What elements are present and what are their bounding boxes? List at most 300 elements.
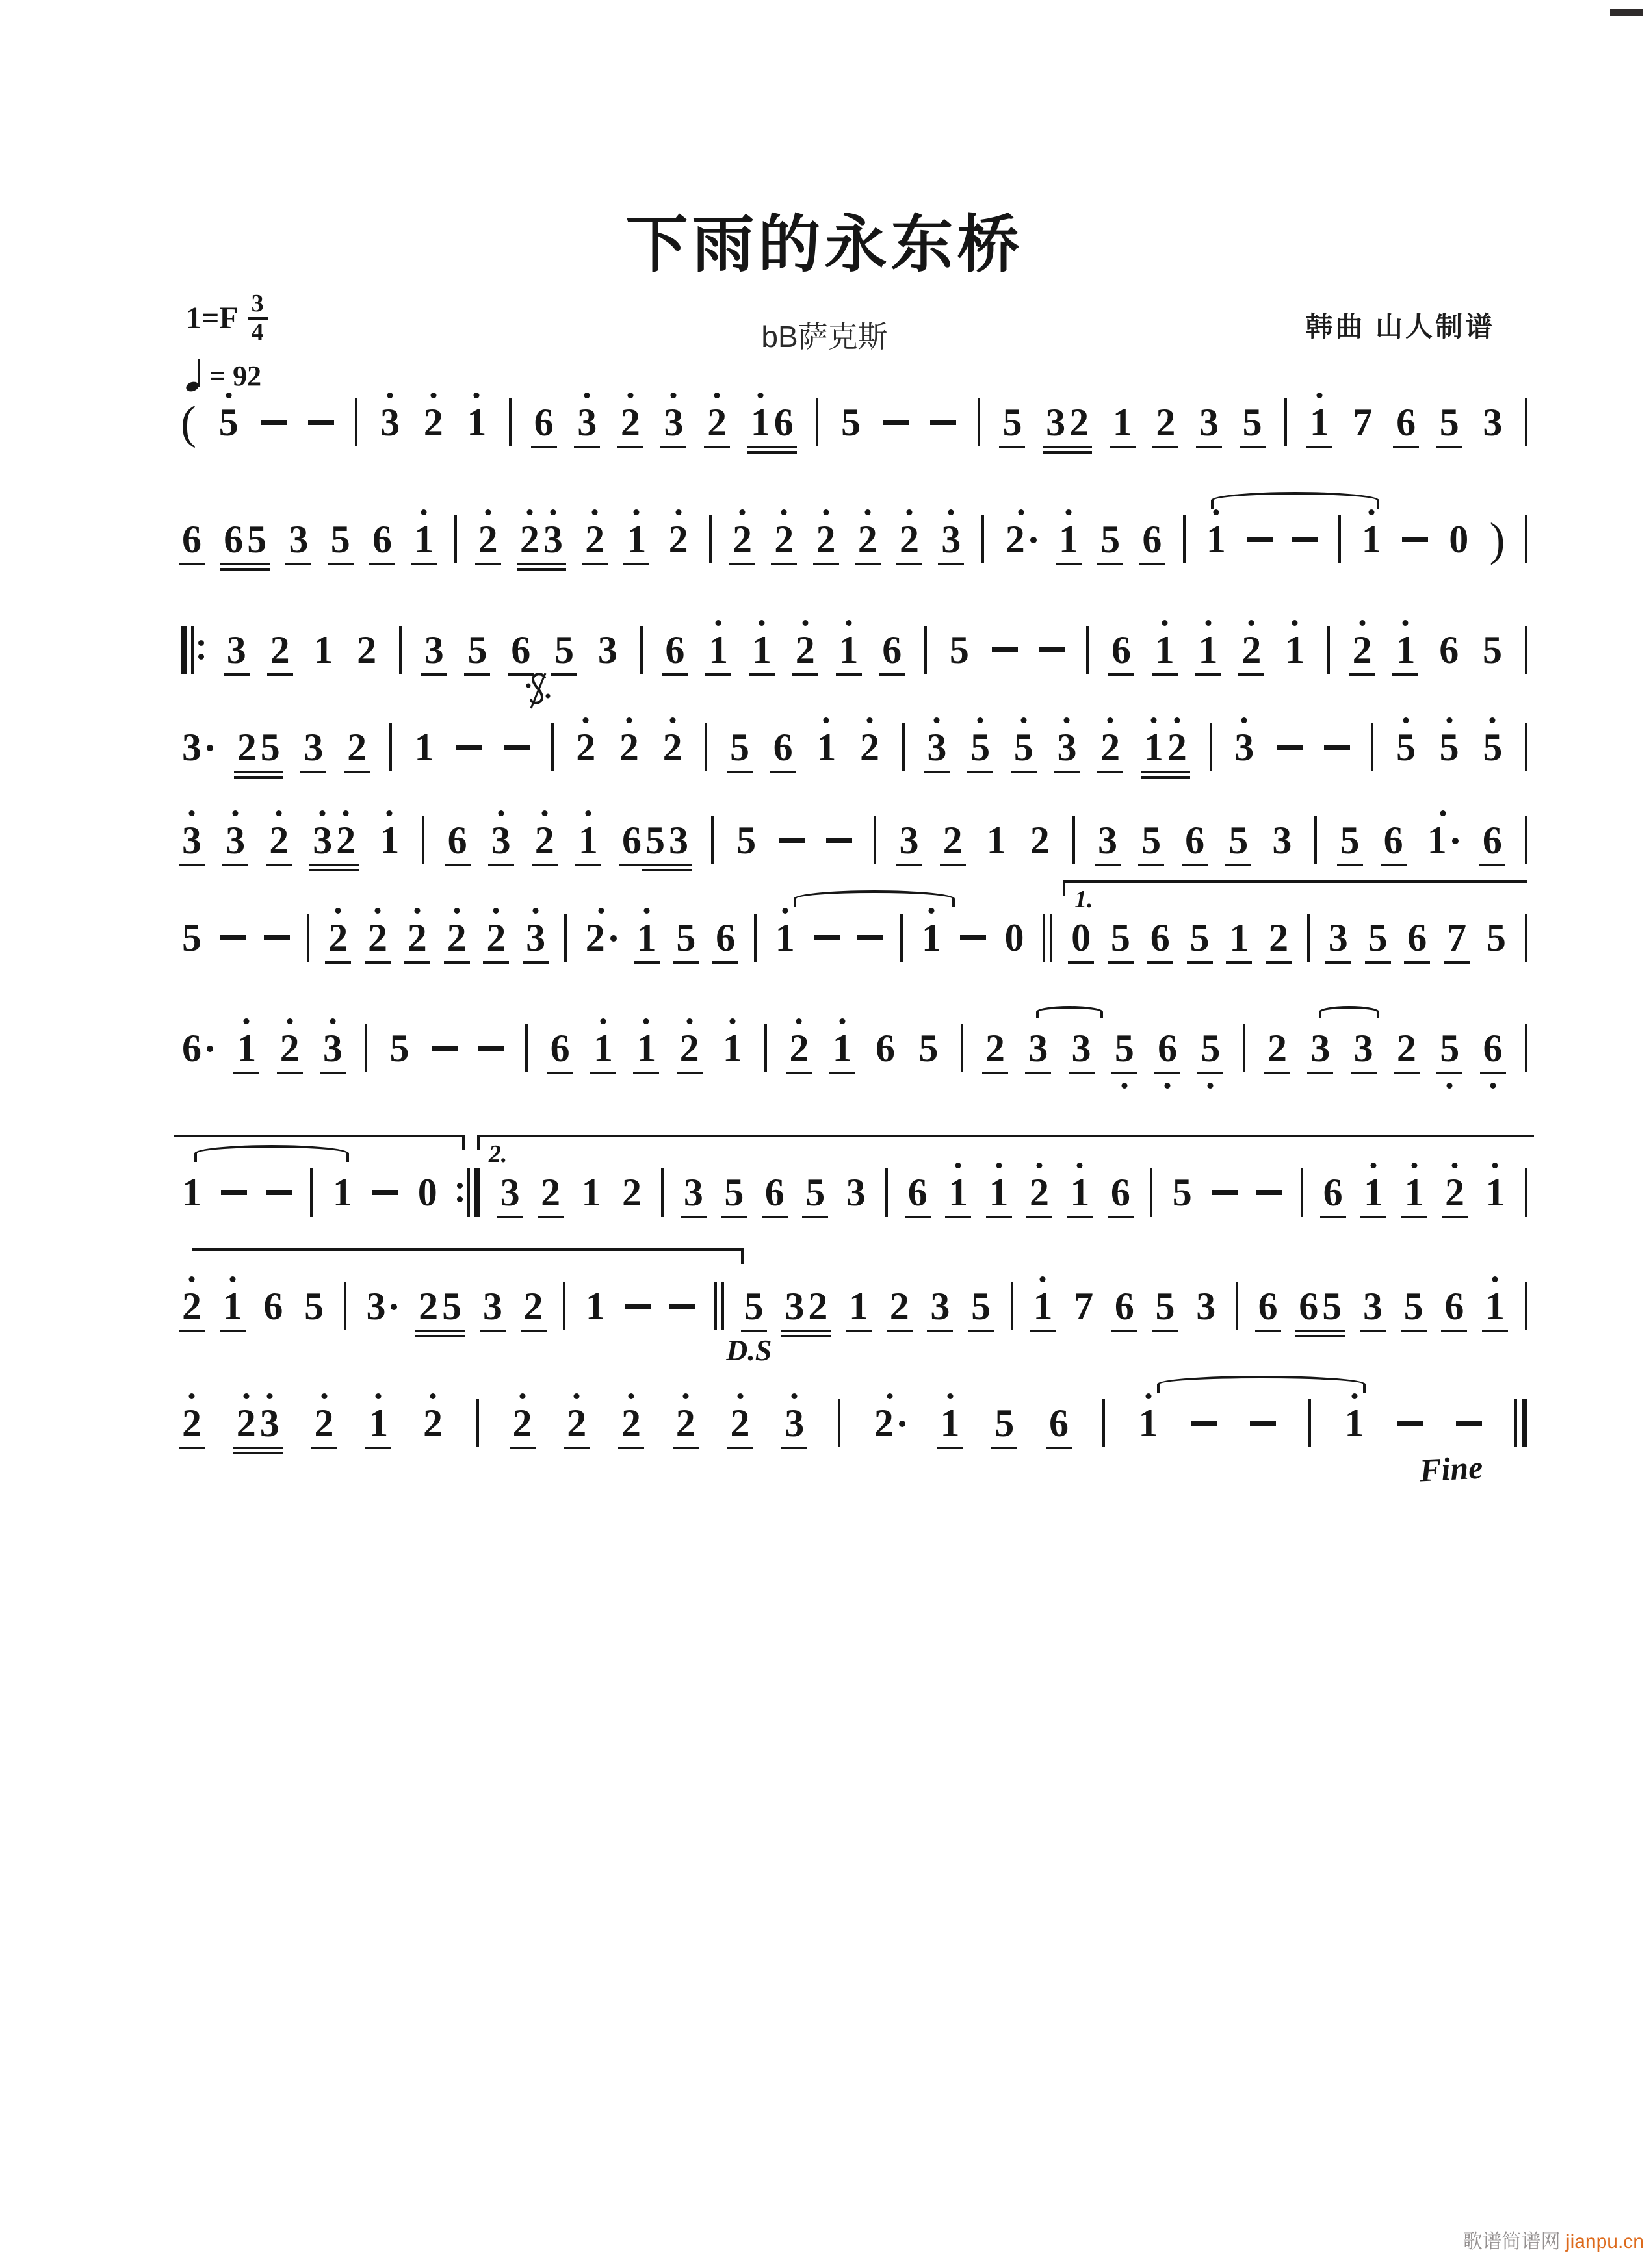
duration-underline xyxy=(1401,1216,1427,1218)
duration-underline xyxy=(633,1072,659,1074)
note: 5 xyxy=(1099,520,1121,559)
duration-underline xyxy=(1025,1072,1051,1074)
duration-underline xyxy=(1381,864,1407,866)
duration-underline xyxy=(1392,673,1418,676)
barline xyxy=(1314,816,1317,864)
barline-stroke xyxy=(1338,515,1341,563)
note: 1 xyxy=(988,1173,1010,1212)
note: 2 xyxy=(1004,520,1038,559)
duration-underline xyxy=(1480,1072,1506,1074)
note: 1 xyxy=(367,1404,389,1443)
duration-underline xyxy=(786,1072,812,1074)
duration-underline xyxy=(1264,1072,1290,1074)
barline-stroke xyxy=(1072,816,1075,864)
duration-underline xyxy=(792,673,818,676)
duration-underline xyxy=(1043,451,1069,454)
octave-dot-above xyxy=(643,1018,649,1024)
volta-bracket xyxy=(477,1135,1535,1168)
note: 6 xyxy=(907,1173,929,1212)
duration-underline xyxy=(1195,673,1221,676)
note: 1 xyxy=(749,403,772,442)
barline xyxy=(1307,914,1310,962)
duration-underline xyxy=(1436,1072,1462,1074)
note: 6 xyxy=(714,918,736,957)
duration-underline xyxy=(681,1216,707,1218)
octave-dot-above xyxy=(387,393,393,398)
note: 2 xyxy=(446,918,468,957)
barline-stroke xyxy=(467,1168,470,1217)
barline xyxy=(754,914,757,962)
note-cluster xyxy=(519,520,564,559)
note: 5 xyxy=(1241,403,1264,442)
duration-underline xyxy=(1097,771,1123,773)
duration-underline xyxy=(634,961,660,964)
note: 2 xyxy=(1099,728,1121,767)
octave-dot-above xyxy=(421,509,427,515)
duration-underline xyxy=(619,864,645,866)
barline-stroke xyxy=(191,626,194,674)
note: 1 xyxy=(1154,630,1176,669)
note: 2 xyxy=(565,1404,588,1443)
duration-underline xyxy=(727,771,753,773)
duration-underline xyxy=(1319,1335,1345,1337)
barline-stroke xyxy=(551,723,554,771)
octave-dot-below xyxy=(1208,1083,1214,1089)
barline-stroke xyxy=(1236,1282,1238,1330)
note: 2 xyxy=(773,520,795,559)
barline-stroke xyxy=(961,1024,963,1072)
note: 3 xyxy=(287,520,309,559)
octave-dot-above xyxy=(864,509,870,515)
duration-underline xyxy=(938,563,964,565)
octave-dot-above xyxy=(244,1018,250,1024)
duration-dash xyxy=(826,838,852,843)
octave-dot-above xyxy=(947,1393,953,1399)
duration-underline xyxy=(464,673,490,676)
note: 5 xyxy=(466,630,488,669)
note: 2 xyxy=(1068,403,1090,442)
watermark xyxy=(1463,2225,1644,2254)
octave-dot-above xyxy=(233,810,239,816)
octave-dot-above xyxy=(1371,1163,1377,1168)
duration-underline xyxy=(1108,673,1134,676)
note: 6 xyxy=(1113,1287,1136,1326)
segno-icon xyxy=(524,670,552,712)
note: 5 xyxy=(304,1285,324,1328)
duration-underline xyxy=(1365,961,1391,964)
barline xyxy=(563,1282,565,1330)
note: 2 xyxy=(268,821,290,860)
duration-underline xyxy=(575,864,601,866)
octave-dot-above xyxy=(276,810,282,816)
duration-underline xyxy=(1066,446,1092,448)
barline-stroke xyxy=(705,723,707,771)
duration-underline xyxy=(771,563,797,565)
note: 1 xyxy=(1344,1404,1366,1443)
duration-underline xyxy=(662,673,688,676)
note: 5 xyxy=(675,918,697,957)
duration-underline xyxy=(805,1330,831,1332)
barline-stroke xyxy=(1525,626,1527,674)
note: 3 xyxy=(482,1287,504,1326)
note: 1 xyxy=(636,918,658,957)
close-paren: ) xyxy=(1489,513,1505,565)
octave-dot-above xyxy=(592,509,598,515)
note: 6 xyxy=(371,520,393,559)
barline xyxy=(924,626,927,674)
duration-dash xyxy=(1191,1421,1217,1426)
note: 6 xyxy=(181,1029,214,1068)
octave-dot-above xyxy=(867,717,873,723)
note: 6 xyxy=(1395,403,1417,442)
note: 3 xyxy=(576,403,598,442)
note: 2 xyxy=(731,520,753,559)
note: 3 xyxy=(1097,821,1119,860)
note: 3 xyxy=(226,630,248,669)
duration-underline xyxy=(927,1330,953,1332)
barline xyxy=(509,398,512,446)
note: 5 xyxy=(804,1173,826,1212)
note: 2 xyxy=(235,1404,257,1443)
octave-dot-above xyxy=(782,908,788,914)
octave-dot-above xyxy=(626,717,632,723)
note: 2 xyxy=(575,728,597,767)
duration-underline xyxy=(660,446,686,448)
duration-underline xyxy=(244,563,270,565)
octave-dot-above xyxy=(1316,393,1322,398)
note: 2 xyxy=(417,1287,439,1326)
duration-underline xyxy=(1320,1216,1346,1218)
barline xyxy=(1525,816,1527,864)
note: 2 xyxy=(898,520,920,559)
octave-dot-above xyxy=(729,1018,735,1024)
duration-underline xyxy=(1482,1330,1508,1332)
music-line xyxy=(181,886,1527,960)
note: 1 xyxy=(721,1029,744,1068)
duration-underline xyxy=(333,864,359,866)
music-line xyxy=(181,1025,1527,1071)
octave-dot-above xyxy=(598,908,604,914)
augmentation-dot xyxy=(207,745,213,751)
duration-underline xyxy=(855,563,881,565)
duration-underline xyxy=(1187,961,1213,964)
octave-dot-above xyxy=(906,509,912,515)
note: 6 xyxy=(621,821,643,860)
octave-dot-above xyxy=(792,1393,798,1399)
note: 3 xyxy=(365,1287,398,1326)
duration-underline xyxy=(1360,1330,1386,1332)
note: 2 xyxy=(236,728,258,767)
barline-stroke xyxy=(900,914,903,962)
time-signature xyxy=(248,291,268,346)
duration-underline xyxy=(179,1447,205,1449)
duration-underline xyxy=(1030,1330,1056,1332)
scan-artifact-mark xyxy=(1610,9,1643,16)
note: 1 xyxy=(1362,1173,1384,1212)
octave-dot-above xyxy=(1368,509,1374,515)
barline-stroke xyxy=(1525,914,1527,962)
note: 3 xyxy=(379,403,401,442)
duration-underline xyxy=(741,1330,767,1332)
barline-stroke xyxy=(1150,1168,1152,1217)
duration-underline xyxy=(1255,1330,1281,1332)
octave-dot-above xyxy=(1036,1163,1042,1168)
note: 5 xyxy=(1227,821,1249,860)
note: 6 xyxy=(772,728,794,767)
barline-stroke xyxy=(978,398,980,446)
duration-dash xyxy=(372,1190,398,1195)
octave-dot-above xyxy=(1490,717,1496,723)
barline-stroke xyxy=(525,1024,528,1072)
octave-dot-above xyxy=(1108,717,1113,723)
octave-dot-above xyxy=(266,1393,272,1399)
octave-dot-above xyxy=(485,509,491,515)
duration-underline xyxy=(924,771,950,773)
octave-dot-above xyxy=(978,717,983,723)
note: 2 xyxy=(1444,1173,1466,1212)
repeat-end-barline xyxy=(457,1168,480,1217)
note-cluster xyxy=(1045,403,1090,442)
duration-underline xyxy=(531,446,557,448)
barline-stroke xyxy=(1301,1168,1303,1217)
duration-underline xyxy=(1441,1330,1467,1332)
duration-dash xyxy=(1277,745,1303,750)
octave-dot-above xyxy=(1065,509,1071,515)
duration-underline xyxy=(712,961,738,964)
octave-dot-above xyxy=(1492,1163,1498,1168)
barline xyxy=(885,1168,888,1217)
note: 2 xyxy=(1267,918,1290,957)
octave-dot-above xyxy=(643,908,649,914)
note: 2 xyxy=(523,1287,545,1326)
duration-underline xyxy=(704,446,730,448)
duration-underline xyxy=(887,1330,913,1332)
duration-underline xyxy=(538,1216,564,1218)
note: 6 xyxy=(533,403,555,442)
barline-stroke xyxy=(310,1168,313,1217)
octave-dot-above xyxy=(585,810,591,816)
note: 2 xyxy=(357,628,377,671)
duration-underline xyxy=(517,563,543,565)
barline-stroke xyxy=(1525,723,1527,771)
duration-dash xyxy=(779,838,805,843)
duration-underline xyxy=(285,563,311,565)
duration-underline xyxy=(445,864,471,866)
tie-arc xyxy=(1157,1376,1366,1393)
octave-dot-above xyxy=(1145,1393,1151,1399)
note: 5 xyxy=(949,628,969,671)
octave-dot-above xyxy=(287,1018,292,1024)
octave-dot-above xyxy=(430,1393,436,1399)
note: 0 xyxy=(1449,518,1469,561)
duration-underline xyxy=(179,563,205,565)
note: 1 xyxy=(939,1404,961,1443)
barline xyxy=(1308,1399,1311,1447)
duration-underline xyxy=(517,568,543,571)
barline xyxy=(978,398,980,446)
duration-underline xyxy=(781,1330,807,1332)
note: 1 xyxy=(332,1171,352,1214)
barline-stroke xyxy=(1525,1168,1527,1217)
note: 3 xyxy=(1272,819,1292,862)
note: 1 xyxy=(235,1029,257,1068)
duration-underline xyxy=(673,1447,699,1449)
duration-underline xyxy=(1054,771,1080,773)
note: 5 xyxy=(1403,1287,1425,1326)
note: 2 xyxy=(584,520,606,559)
note: 6 xyxy=(222,520,244,559)
duration-underline xyxy=(666,869,692,871)
duration-underline xyxy=(365,961,391,964)
duration-underline xyxy=(677,1072,703,1074)
note: 5 xyxy=(259,728,281,767)
tie-arc xyxy=(794,890,955,907)
duration-underline xyxy=(805,1335,831,1337)
duration-underline xyxy=(488,864,514,866)
duration-dash xyxy=(264,935,290,940)
duration-dash xyxy=(930,420,956,425)
octave-dot-above xyxy=(1150,717,1156,723)
barline-stroke xyxy=(1307,914,1310,962)
duration-underline xyxy=(480,1330,506,1332)
note: 3 xyxy=(181,821,203,860)
duration-underline xyxy=(1182,864,1208,866)
note: 3 xyxy=(181,728,214,767)
duration-underline xyxy=(729,563,755,565)
song-title: 下雨的永东桥 xyxy=(625,210,1024,279)
note: 2 xyxy=(539,1173,562,1212)
note: 6 xyxy=(1383,821,1405,860)
barline xyxy=(838,1399,840,1447)
octave-dot-above xyxy=(824,717,829,723)
duration-underline xyxy=(547,1072,573,1074)
duration-underline xyxy=(233,1072,259,1074)
duration-dash xyxy=(1456,1421,1482,1426)
note: 5 xyxy=(1001,403,1023,442)
duration-underline xyxy=(1404,961,1430,964)
duration-underline xyxy=(574,446,600,448)
duration-underline xyxy=(1226,961,1252,964)
note: 1 xyxy=(465,403,487,442)
duration-underline xyxy=(1307,1072,1333,1074)
duration-underline xyxy=(234,776,260,779)
note: 3 xyxy=(1309,1029,1331,1068)
note: 2 xyxy=(807,1287,829,1326)
note: 3 xyxy=(783,1404,805,1443)
note: 2 xyxy=(1396,1029,1418,1068)
note: 6 xyxy=(447,821,469,860)
duration-underline xyxy=(523,961,549,964)
note: 2 xyxy=(422,403,445,442)
duration-dash xyxy=(478,1046,504,1051)
duration-underline xyxy=(1139,563,1165,565)
note: 6 xyxy=(1110,630,1132,669)
octave-dot-above xyxy=(600,1018,606,1024)
duration-underline xyxy=(705,673,731,676)
note: 2 xyxy=(1240,630,1262,669)
note: 1 xyxy=(581,1171,601,1214)
duration-underline xyxy=(982,1072,1008,1074)
octave-dot-above xyxy=(533,908,539,914)
duration-underline xyxy=(1108,1216,1134,1218)
duration-dash xyxy=(814,935,840,940)
duration-underline xyxy=(623,563,649,565)
duration-underline xyxy=(1110,446,1136,448)
octave-dot-above xyxy=(330,1018,335,1024)
volta-bracket xyxy=(192,1248,744,1264)
music-line xyxy=(181,818,1527,863)
barline xyxy=(476,1399,479,1447)
duration-underline xyxy=(257,1447,283,1449)
note: 5 xyxy=(1140,821,1162,860)
augmentation-dot xyxy=(207,1046,213,1052)
note: 1 xyxy=(831,1029,853,1068)
barline xyxy=(1525,914,1527,962)
note: 2 xyxy=(519,520,541,559)
duration-underline xyxy=(937,1447,963,1449)
duration-underline xyxy=(309,869,335,871)
duration-underline xyxy=(266,864,292,866)
barline-stroke xyxy=(711,816,714,864)
duration-underline xyxy=(309,864,335,866)
duration-underline xyxy=(444,961,470,964)
octave-dot-above xyxy=(1018,509,1024,515)
tie-arc xyxy=(1319,1006,1379,1018)
duration-dash xyxy=(960,935,986,940)
note: 5 xyxy=(993,1404,1015,1443)
octave-dot-above xyxy=(1205,620,1211,626)
octave-dot-above xyxy=(1064,717,1070,723)
octave-dot-above xyxy=(781,509,787,515)
duration-underline xyxy=(233,1452,259,1454)
octave-dot-above xyxy=(414,908,420,914)
barline xyxy=(1525,398,1527,446)
music-line xyxy=(181,396,1527,448)
barline xyxy=(1284,398,1287,446)
music-line xyxy=(181,513,1527,565)
note: 3 xyxy=(302,728,324,767)
note: 1 xyxy=(182,1171,201,1214)
duration-dash xyxy=(1250,1421,1276,1426)
note: 5 xyxy=(736,819,757,862)
note: 1 xyxy=(815,728,837,767)
duration-underline xyxy=(220,563,246,565)
note: 5 xyxy=(918,1027,939,1070)
note: 5 xyxy=(1154,1287,1176,1326)
note: 2 xyxy=(269,630,291,669)
watermark-site-url: jianpu.cn xyxy=(1565,2231,1644,2252)
tie-arc xyxy=(1211,492,1379,509)
note: 6 xyxy=(1257,1287,1279,1326)
note: 5 xyxy=(1438,1029,1461,1068)
barline-stroke xyxy=(564,914,567,962)
augmentation-dot xyxy=(610,935,617,942)
barline-stroke xyxy=(365,1024,367,1072)
duration-underline xyxy=(411,563,437,565)
duration-underline xyxy=(666,864,692,866)
octave-dot-above xyxy=(526,509,532,515)
note: 1 xyxy=(1360,520,1383,559)
note: 5 xyxy=(246,520,268,559)
barline xyxy=(1525,1168,1527,1217)
duration-underline xyxy=(721,1216,747,1218)
duration-underline xyxy=(1164,771,1190,773)
barline xyxy=(1327,626,1330,674)
octave-dot-above xyxy=(321,1393,327,1399)
note: 2 xyxy=(406,918,428,957)
octave-dot-above xyxy=(583,717,589,723)
duration-underline xyxy=(325,961,351,964)
